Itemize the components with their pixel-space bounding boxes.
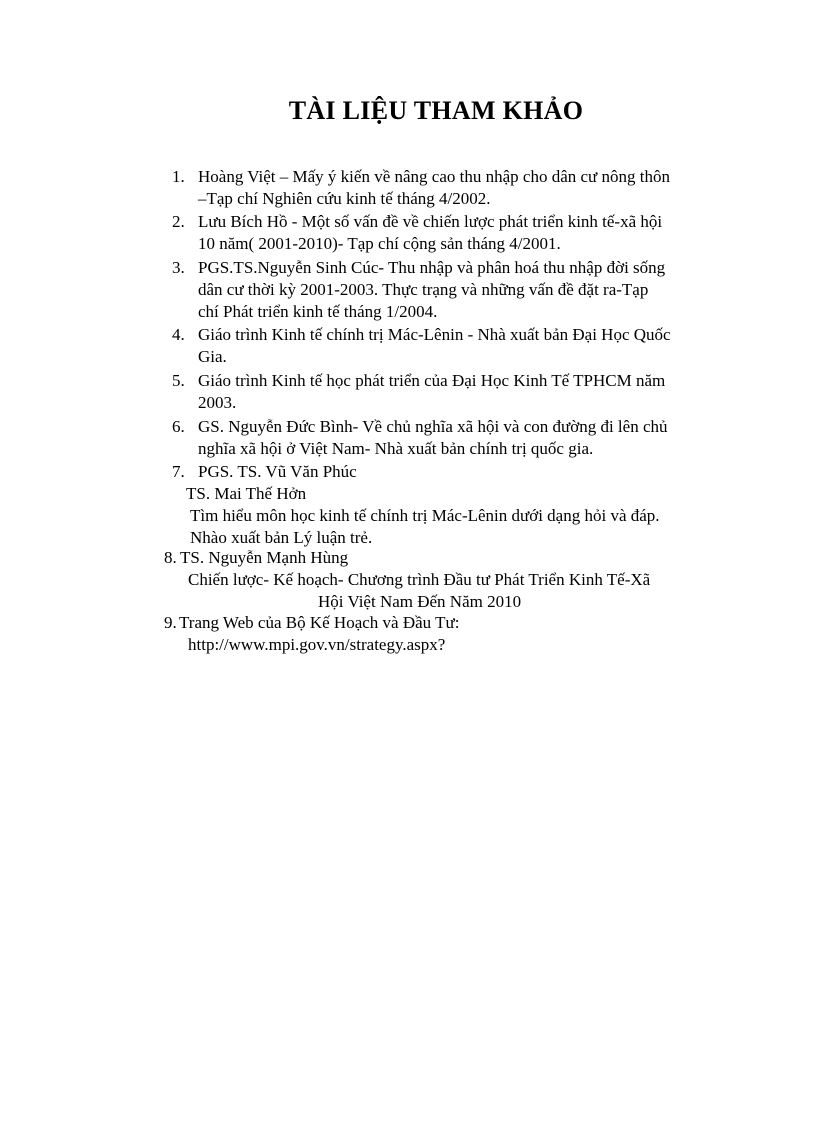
reference-line: dân cư thời kỳ 2001-2003. Thực trạng và những vấn đề đặt ra-Tạp <box>198 280 649 299</box>
reference-text-continued <box>190 505 660 549</box>
reference-text <box>198 461 357 483</box>
reference-line: Nhào xuất bản Lý luận trẻ. <box>190 528 373 547</box>
reference-line: TS. Nguyễn Mạnh Hùng <box>180 548 349 567</box>
reference-line: chí Phát triển kinh tế tháng 1/2004. <box>198 302 438 321</box>
reference-line: PGS. TS. Vũ Văn Phúc <box>198 462 357 481</box>
reference-text <box>198 324 671 368</box>
reference-line: GS. Nguyễn Đức Bình- Về chủ nghĩa xã hội và con đường đi lên chủ <box>198 417 668 436</box>
reference-number: 5. <box>172 371 185 390</box>
reference-number: 3. <box>172 258 185 277</box>
reference-line: Hội Việt Nam Đến Năm 2010 <box>318 592 522 611</box>
reference-text <box>198 166 670 210</box>
reference-text <box>179 612 459 634</box>
reference-text <box>180 547 348 569</box>
reference-text-continued <box>318 591 521 613</box>
reference-line: TS. Mai Thế Hởn <box>186 484 307 503</box>
reference-number: 8. <box>164 548 177 567</box>
reference-line: –Tạp chí Nghiên cứu kinh tế tháng 4/2002. <box>198 189 491 208</box>
reference-line: Giáo trình Kinh tế chính trị Mác-Lênin - Nhà xuất bản Đại Học Quốc <box>198 325 671 344</box>
reference-text <box>198 370 665 414</box>
page-title: TÀI LIỆU THAM KHẢO <box>288 96 584 125</box>
reference-line: Tìm hiểu môn học kinh tế chính trị Mác-Lênin dưới dạng hỏi và đáp. <box>190 506 660 525</box>
reference-text <box>198 211 662 255</box>
reference-text <box>198 416 668 460</box>
reference-line: 10 năm( 2001-2010)- Tạp chí cộng sản tháng 4/2001. <box>198 234 561 253</box>
reference-line: Gia. <box>198 347 227 366</box>
reference-line: Trang Web của Bộ Kế Hoạch và Đầu Tư: <box>179 613 460 632</box>
reference-line: Hoàng Việt – Mấy ý kiến về nâng cao thu nhập cho dân cư nông thôn <box>198 167 670 186</box>
reference-line: 2003. <box>198 393 237 412</box>
reference-link[interactable]: http://www.mpi.gov.vn/strategy.aspx? <box>188 635 446 654</box>
reference-number: 1. <box>172 167 185 186</box>
reference-url[interactable] <box>188 634 445 656</box>
reference-line: nghĩa xã hội ở Việt Nam- Nhà xuất bản chính trị quốc gia. <box>198 439 594 458</box>
reference-text-continued <box>186 483 306 505</box>
reference-number: 6. <box>172 417 185 436</box>
reference-line: Lưu Bích Hồ - Một số vấn đề về chiến lược phát triển kinh tế-xã hội <box>198 212 663 231</box>
reference-text <box>198 257 665 323</box>
reference-line: PGS.TS.Nguyễn Sinh Cúc- Thu nhập và phân hoá thu nhập đời sống <box>198 258 666 277</box>
reference-number: 7. <box>172 462 185 481</box>
reference-number: 2. <box>172 212 185 231</box>
reference-line: Chiến lược- Kế hoạch- Chương trình Đầu tư Phát Triển Kinh Tế-Xã <box>188 570 651 589</box>
reference-number: 4. <box>172 325 185 344</box>
reference-text-continued <box>188 569 650 591</box>
reference-number: 9. <box>164 613 177 632</box>
reference-line: Giáo trình Kinh tế học phát triển của Đại Học Kinh Tế TPHCM năm <box>198 371 666 390</box>
